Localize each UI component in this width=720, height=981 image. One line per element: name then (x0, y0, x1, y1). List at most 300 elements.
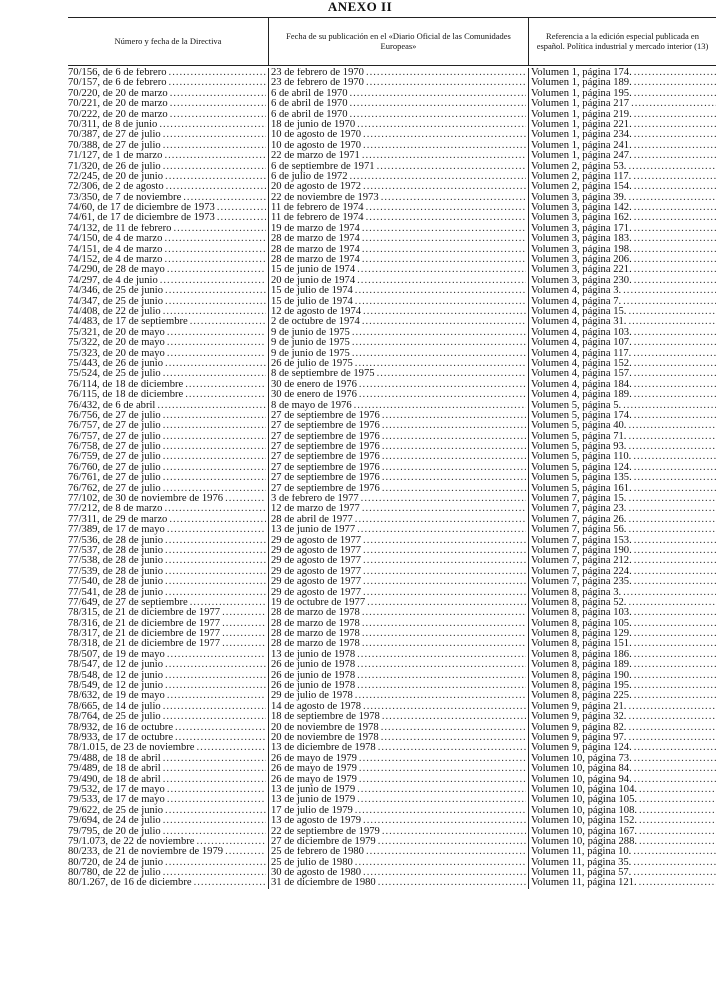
edition-reference-cell (528, 359, 716, 369)
publication-date-text: 13 de junio de 1979 (271, 784, 356, 795)
directive-cell (68, 567, 268, 577)
dot-leader (363, 536, 526, 546)
edition-reference-text: Volumen 1, página 219. (531, 109, 632, 120)
dot-leader (165, 567, 266, 577)
edition-reference-text: Volumen 1, página 174. (531, 68, 632, 78)
directive-cell (68, 598, 268, 608)
dot-leader (362, 629, 526, 639)
table-row (68, 245, 716, 255)
dot-leader (382, 442, 526, 452)
publication-date-text: 25 de febrero de 1980 (271, 847, 364, 858)
publication-date-cell (268, 567, 528, 577)
dot-leader (357, 265, 526, 275)
dot-leader (634, 182, 716, 192)
edition-reference-text: Volumen 10, página 84. (531, 764, 632, 775)
table-row (68, 702, 716, 712)
edition-reference-cell (528, 463, 716, 473)
directive-cell (68, 182, 268, 192)
publication-date-text: 6 de abril de 1970 (271, 109, 348, 120)
edition-reference-text: Volumen 8, página 225. (531, 691, 632, 702)
publication-date-cell (268, 536, 528, 546)
publication-date-cell (268, 193, 528, 203)
dot-leader (628, 733, 716, 743)
table-row (68, 775, 716, 785)
dot-leader (634, 473, 716, 483)
publication-date-cell (268, 89, 528, 99)
table-row (68, 286, 716, 296)
edition-reference-text: Volumen 3, página 206. (531, 255, 632, 266)
dot-leader (359, 764, 526, 774)
directive-text: 75/323, de 20 de mayo (68, 348, 165, 359)
publication-date-cell (268, 369, 528, 379)
edition-reference-text: Volumen 1, página 241. (531, 140, 632, 151)
publication-date-cell (268, 130, 528, 140)
publication-date-cell (268, 588, 528, 598)
publication-date-text: 27 de septiembre de 1976 (271, 410, 380, 421)
edition-reference-text: Volumen 4, página 117. (531, 348, 632, 359)
publication-date-cell (268, 265, 528, 275)
edition-reference-cell (528, 213, 716, 223)
publication-date-text: 18 de septiembre de 1978 (271, 712, 380, 723)
dot-leader (163, 484, 266, 494)
edition-reference-cell (528, 598, 716, 608)
edition-reference-text: Volumen 3, página 221. (531, 265, 632, 276)
edition-reference-text: Volumen 2, página 154. (531, 182, 632, 193)
dot-leader (350, 89, 527, 99)
table-row (68, 847, 716, 857)
directive-cell (68, 775, 268, 785)
edition-reference-text: Volumen 10, página 104. (531, 784, 638, 795)
edition-reference-text: Volumen 11, página 10. (531, 847, 632, 858)
dot-leader (382, 411, 526, 421)
table-row (68, 639, 716, 649)
dot-leader (194, 878, 266, 888)
publication-date-text: 29 de julio de 1978 (271, 691, 353, 702)
table-row (68, 349, 716, 359)
dot-leader (362, 619, 526, 629)
dot-leader (363, 182, 526, 192)
dot-leader (639, 795, 716, 805)
dot-leader (165, 577, 266, 587)
edition-reference-text: Volumen 9, página 124. (531, 743, 632, 754)
publication-date-text: 8 de septiembre de 1975 (271, 369, 375, 380)
table-row (68, 442, 716, 452)
directive-text: 78/549, de 12 de junio (68, 681, 164, 692)
directive-cell (68, 276, 268, 286)
edition-reference-cell (528, 349, 716, 359)
dot-leader (634, 411, 716, 421)
table-row (68, 546, 716, 556)
table-row (68, 785, 716, 795)
directive-text: 78/548, de 12 de junio (68, 670, 164, 681)
publication-date-cell (268, 110, 528, 120)
dot-leader (634, 328, 716, 338)
edition-reference-cell (528, 182, 716, 192)
edition-reference-text: Volumen 11, página 35. (531, 857, 632, 868)
dot-leader (163, 868, 266, 878)
publication-date-cell (268, 452, 528, 462)
edition-reference-cell (528, 172, 716, 182)
dot-leader (639, 806, 716, 816)
table-row (68, 213, 716, 223)
table-row (68, 141, 716, 151)
edition-reference-cell (528, 255, 716, 265)
publication-date-cell (268, 234, 528, 244)
publication-date-text: 22 de noviembre de 1973 (271, 192, 379, 203)
edition-reference-cell (528, 629, 716, 639)
table-row (68, 89, 716, 99)
directive-cell (68, 785, 268, 795)
dot-leader (634, 650, 716, 660)
table-row (68, 473, 716, 483)
edition-reference-cell (528, 577, 716, 587)
dot-leader (190, 598, 266, 608)
dot-leader (363, 307, 526, 317)
dot-leader (163, 764, 266, 774)
dot-leader (623, 401, 716, 411)
table-row (68, 130, 716, 140)
dot-leader (634, 671, 716, 681)
dot-leader (359, 390, 526, 400)
directive-cell (68, 265, 268, 275)
dot-leader (363, 556, 526, 566)
dot-leader (382, 484, 526, 494)
publication-date-text: 28 de marzo de 1978 (271, 608, 360, 619)
edition-reference-cell (528, 452, 716, 462)
publication-date-text: 31 de diciembre de 1980 (271, 878, 376, 889)
dot-leader (157, 401, 266, 411)
dot-leader (164, 255, 266, 265)
edition-reference-cell (528, 764, 716, 774)
publication-date-text: 27 de septiembre de 1976 (271, 452, 380, 463)
dot-leader (357, 671, 526, 681)
directive-text: 77/540, de 28 de junio (68, 577, 164, 588)
edition-reference-cell (528, 317, 716, 327)
directive-cell (68, 629, 268, 639)
publication-date-cell (268, 660, 528, 670)
table-body (68, 66, 716, 889)
table-row (68, 276, 716, 286)
directive-text: 70/311, de 8 de junio (68, 119, 158, 130)
dot-leader (628, 712, 716, 722)
publication-date-cell (268, 68, 528, 78)
dot-leader (163, 411, 266, 421)
publication-date-cell (268, 317, 528, 327)
publication-date-cell (268, 421, 528, 431)
publication-date-cell (268, 847, 528, 857)
publication-date-cell (268, 390, 528, 400)
publication-date-text: 15 de julio de 1974 (271, 286, 353, 297)
publication-date-text: 11 de febrero de 1974 (271, 213, 364, 224)
dot-leader (163, 307, 266, 317)
dot-leader (175, 733, 266, 743)
edition-reference-text: Volumen 5, página 5. (531, 400, 622, 411)
edition-reference-cell (528, 546, 716, 556)
dot-leader (634, 151, 716, 161)
publication-date-text: 28 de marzo de 1978 (271, 639, 360, 650)
publication-date-text: 28 de marzo de 1978 (271, 629, 360, 640)
directive-text: 76/757, de 27 de julio (68, 431, 161, 442)
edition-reference-cell (528, 878, 716, 888)
directive-text: 75/322, de 20 de mayo (68, 338, 165, 349)
publication-date-cell (268, 868, 528, 878)
dot-leader (377, 162, 526, 172)
publication-date-text: 14 de agosto de 1978 (271, 701, 362, 712)
directive-cell (68, 608, 268, 618)
edition-reference-cell (528, 619, 716, 629)
dot-leader (633, 172, 716, 182)
publication-date-text: 30 de enero de 1976 (271, 379, 357, 390)
publication-date-cell (268, 78, 528, 88)
edition-reference-cell (528, 151, 716, 161)
directive-text: 80/233, de 21 de noviembre de 1979 (68, 847, 224, 858)
dot-leader (634, 390, 716, 400)
edition-reference-text: Volumen 1, página 221. (531, 119, 632, 130)
publication-date-text: 12 de marzo de 1977 (271, 504, 360, 515)
table-row (68, 307, 716, 317)
publication-date-text: 27 de septiembre de 1976 (271, 421, 380, 432)
directive-text: 78/507, de 19 de mayo (68, 649, 165, 660)
dot-leader (167, 795, 266, 805)
directive-text: 74/347, de 25 de junio (68, 296, 164, 307)
edition-reference-cell (528, 733, 716, 743)
publication-date-text: 13 de agosto de 1979 (271, 816, 362, 827)
dot-leader (381, 723, 526, 733)
directive-text: 70/220, de 20 de marzo (68, 88, 168, 99)
dot-leader (363, 868, 526, 878)
edition-reference-cell (528, 338, 716, 348)
edition-reference-text: Volumen 5, página 71. (531, 431, 627, 442)
publication-date-text: 2 de octubre de 1974 (271, 317, 360, 328)
publication-date-cell (268, 723, 528, 733)
dot-leader (357, 276, 526, 286)
directive-text: 74/408, de 22 de julio (68, 306, 161, 317)
table-row (68, 588, 716, 598)
directive-cell (68, 639, 268, 649)
edition-reference-text: Volumen 11, página 121. (531, 878, 637, 889)
directive-text: 78/665, de 14 de julio (68, 701, 161, 712)
directive-cell (68, 286, 268, 296)
publication-date-cell (268, 733, 528, 743)
dot-leader (634, 130, 716, 140)
publication-date-cell (268, 286, 528, 296)
dot-leader (169, 515, 266, 525)
directive-cell (68, 463, 268, 473)
edition-reference-text: Volumen 8, página 3. (531, 587, 622, 598)
publication-date-text: 9 de junio de 1975 (271, 327, 350, 338)
table-row (68, 401, 716, 411)
edition-reference-cell (528, 473, 716, 483)
dot-leader (634, 743, 716, 753)
edition-reference-text: Volumen 10, página 73. (531, 753, 632, 764)
dot-leader (165, 858, 266, 868)
dot-leader (366, 213, 526, 223)
dot-leader (350, 99, 527, 109)
table-row (68, 338, 716, 348)
dot-leader (628, 504, 716, 514)
directive-text: 77/536, de 28 de junio (68, 535, 164, 546)
table-row (68, 806, 716, 816)
directive-cell (68, 473, 268, 483)
publication-date-cell (268, 463, 528, 473)
publication-date-text: 11 de febrero de 1974 (271, 203, 364, 214)
directive-text: 78/547, de 12 de junio (68, 660, 164, 671)
directive-cell (68, 172, 268, 182)
publication-date-cell (268, 442, 528, 452)
directive-cell (68, 328, 268, 338)
edition-reference-cell (528, 162, 716, 172)
edition-reference-text: Volumen 3, página 142. (531, 203, 632, 214)
publication-date-text: 28 de marzo de 1974 (271, 234, 360, 245)
publication-date-text: 20 de agosto de 1972 (271, 182, 362, 193)
publication-date-text: 20 de noviembre de 1978 (271, 722, 379, 733)
edition-reference-text: Volumen 7, página 153. (531, 535, 632, 546)
publication-date-text: 3 de febrero de 1977 (271, 494, 359, 505)
table-row (68, 712, 716, 722)
dot-leader (362, 639, 526, 649)
dot-leader (357, 650, 526, 660)
dot-leader (169, 68, 266, 78)
edition-reference-cell (528, 588, 716, 598)
dot-leader (362, 224, 526, 234)
directive-text: 76/114, de 18 de diciembre (68, 379, 184, 390)
publication-date-cell (268, 224, 528, 234)
dot-leader (628, 494, 716, 504)
publication-date-cell (268, 712, 528, 722)
dot-leader (634, 691, 716, 701)
table-row (68, 255, 716, 265)
dot-leader (175, 723, 266, 733)
edition-reference-text: Volumen 1, página 195. (531, 88, 632, 99)
edition-reference-text: Volumen 4, página 7. (531, 296, 622, 307)
dot-leader (165, 806, 266, 816)
directives-table (68, 17, 716, 889)
dot-leader (363, 588, 526, 598)
directive-cell (68, 546, 268, 556)
publication-date-text: 27 de septiembre de 1976 (271, 442, 380, 453)
dot-leader (363, 546, 526, 556)
directive-cell (68, 99, 268, 109)
edition-reference-text: Volumen 8, página 103. (531, 608, 632, 619)
directive-text: 80/1.267, de 16 de diciembre (68, 878, 192, 889)
directive-cell (68, 504, 268, 514)
table-row (68, 525, 716, 535)
publication-date-text: 9 de junio de 1975 (271, 338, 350, 349)
directive-cell (68, 297, 268, 307)
table-row (68, 172, 716, 182)
directive-cell (68, 650, 268, 660)
publication-date-cell (268, 629, 528, 639)
directive-cell (68, 421, 268, 431)
directive-text: 78/933, de 17 de octubre (68, 733, 174, 743)
dot-leader (355, 806, 526, 816)
table-row (68, 359, 716, 369)
publication-date-cell (268, 619, 528, 629)
dot-leader (634, 213, 716, 223)
edition-reference-cell (528, 78, 716, 88)
dot-leader (634, 380, 716, 390)
publication-date-text: 27 de septiembre de 1976 (271, 473, 380, 484)
directive-text: 77/649, de 27 de septiembre (68, 597, 188, 608)
publication-date-text: 29 de agosto de 1977 (271, 577, 362, 588)
directive-text: 70/221, de 20 de marzo (68, 99, 168, 110)
publication-date-text: 23 de febrero de 1970 (271, 68, 364, 78)
directive-cell (68, 120, 268, 130)
directive-text: 71/320, de 26 de julio (68, 161, 161, 172)
edition-reference-cell (528, 795, 716, 805)
directive-text: 74/297, de 4 de junio (68, 275, 158, 286)
publication-date-cell (268, 556, 528, 566)
publication-date-text: 29 de agosto de 1977 (271, 535, 362, 546)
publication-date-text: 20 de noviembre de 1978 (271, 733, 379, 743)
edition-reference-cell (528, 411, 716, 421)
directive-text: 76/761, de 27 de julio (68, 473, 161, 484)
publication-date-cell (268, 546, 528, 556)
dot-leader (634, 546, 716, 556)
edition-reference-cell (528, 401, 716, 411)
directive-text: 77/212, de 8 de marzo (68, 504, 163, 515)
table-row (68, 421, 716, 431)
edition-reference-text: Volumen 7, página 212. (531, 556, 632, 567)
dot-leader (634, 608, 716, 618)
dot-leader (382, 463, 526, 473)
dot-leader (628, 525, 716, 535)
dot-leader (634, 660, 716, 670)
edition-reference-cell (528, 442, 716, 452)
edition-reference-cell (528, 265, 716, 275)
table-row (68, 452, 716, 462)
publication-date-cell (268, 172, 528, 182)
dot-leader (225, 847, 266, 857)
directive-cell (68, 827, 268, 837)
dot-leader (163, 712, 266, 722)
publication-date-text: 17 de julio de 1979 (271, 805, 353, 816)
directive-text: 75/321, de 20 de mayo (68, 327, 165, 338)
dot-leader (164, 151, 266, 161)
publication-date-cell (268, 473, 528, 483)
table-row (68, 504, 716, 514)
publication-date-cell (268, 276, 528, 286)
edition-reference-text: Volumen 1, página 189. (531, 78, 632, 89)
edition-reference-cell (528, 484, 716, 494)
edition-reference-cell (528, 421, 716, 431)
edition-reference-text: Volumen 4, página 15. (531, 306, 627, 317)
edition-reference-cell (528, 681, 716, 691)
dot-leader (163, 463, 266, 473)
publication-date-cell (268, 858, 528, 868)
table-row (68, 795, 716, 805)
directive-cell (68, 681, 268, 691)
edition-reference-text: Volumen 7, página 26. (531, 514, 627, 525)
edition-reference-text: Volumen 4, página 3. (531, 286, 622, 297)
dot-leader (167, 691, 266, 701)
dot-leader (628, 162, 716, 172)
edition-reference-cell (528, 702, 716, 712)
publication-date-cell (268, 359, 528, 369)
dot-leader (167, 349, 266, 359)
dot-leader (628, 598, 716, 608)
edition-reference-cell (528, 691, 716, 701)
dot-leader (366, 78, 526, 88)
directive-cell (68, 878, 268, 888)
dot-leader (634, 110, 716, 120)
dot-leader (163, 141, 266, 151)
publication-date-text: 26 de junio de 1978 (271, 660, 356, 671)
dot-leader (634, 89, 716, 99)
directive-cell (68, 754, 268, 764)
edition-reference-cell (528, 671, 716, 681)
publication-date-text: 23 de febrero de 1970 (271, 78, 364, 89)
